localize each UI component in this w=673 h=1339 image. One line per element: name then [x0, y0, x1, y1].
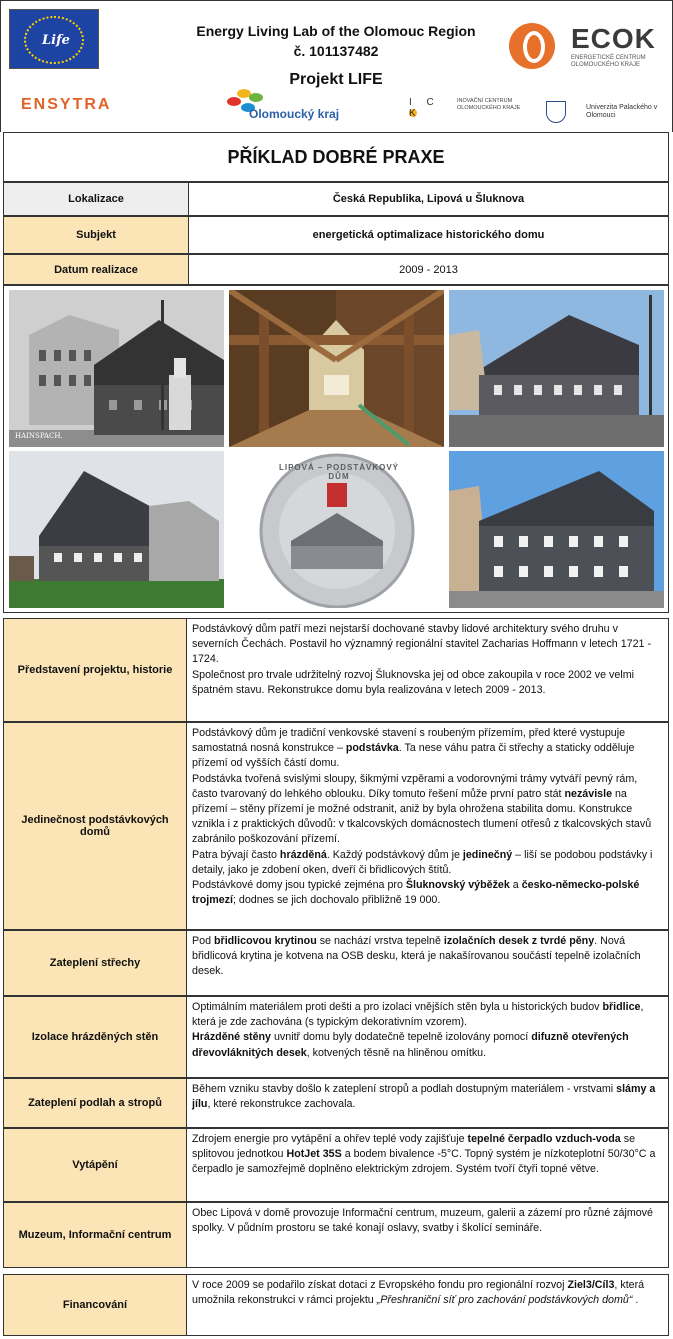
- meta-label: Datum realizace: [4, 255, 189, 284]
- header-title: [151, 23, 521, 89]
- meta-row-datum: [3, 254, 669, 285]
- meta-row-lokalizace: [3, 182, 669, 216]
- paragraph: V roce 2009 se podařilo získat dotaci z Evropského fondu pro regionální rozvoj Ziel3/Cíl3, která umožnila rekonstrukci v rámci projektu „Přeshraniční síť pro zachování podstávkových domů“ .: [192, 1279, 645, 1307]
- paragraph: Optimálním materiálem proti dešti a pro izolaci vnějších stěn byla u historických budov břidlice, která je zde zachována (s typickým dekorativním vzorem).: [192, 1001, 644, 1029]
- row-text: [187, 1079, 668, 1127]
- row-text: [187, 997, 668, 1077]
- eu-life-logo: [9, 9, 99, 69]
- meta-value: 2009 - 2013: [399, 263, 458, 276]
- row-label: Představení projektu, historie: [4, 619, 187, 721]
- photo-house-corner: [449, 451, 664, 608]
- ecok-logo: ECOK: [571, 23, 656, 54]
- row-text: [187, 1129, 668, 1201]
- row-text: [187, 1275, 668, 1335]
- historic-photo-caption: HAINSPACH.: [15, 432, 63, 440]
- row-label: Zateplení střechy: [4, 931, 187, 995]
- ensytra-logo: ENSYTRA: [21, 96, 112, 113]
- row-walls: [3, 996, 669, 1078]
- life-logo-text: Life: [42, 33, 70, 48]
- photo-house-side: [9, 451, 224, 608]
- row-label: Financování: [4, 1275, 187, 1335]
- icok-logo-icon: [409, 97, 445, 123]
- photo-historic: [9, 290, 224, 447]
- row-text: [187, 931, 668, 995]
- paragraph: Podstávkový dům patří mezi nejstarší dochované stavby lidové architektury svého druhu v severních Čechách. Postavil ho významný regionální stavitel Zacharias Hoffmann v letech 1721 - 1724.: [192, 623, 652, 666]
- page-title: PŘÍKLAD DOBRÉ PRAXE: [3, 132, 669, 182]
- photo-attic: [229, 290, 444, 447]
- row-funding: [3, 1274, 669, 1336]
- olomoucky-kraj-logo: Olomoucký kraj: [249, 107, 340, 121]
- ecok-logo-text: ENERGETICKÉ CENTRUM OLOMOUCKÉHO KRAJE: [571, 55, 646, 68]
- row-label: Zateplení podlah a stropů: [4, 1079, 187, 1127]
- row-roof: [3, 930, 669, 996]
- row-label: Izolace hrázděných stěn: [4, 997, 187, 1077]
- photo-medal: [229, 451, 444, 608]
- row-text: [187, 1203, 668, 1267]
- row-label: Jedinečnost podstávkových domů: [4, 723, 187, 929]
- meta-label: Lokalizace: [4, 183, 189, 215]
- header-title-line2: č. 101137482: [293, 43, 379, 59]
- paragraph: Podstávkové domy jsou typické zejména pro Šluknovský výběžek a česko-německo-polské trojmezí; dodnes se jich dochovalo přibližně 19 000.: [192, 879, 640, 907]
- paragraph: Hrázděné stěny uvnitř domu byly dodatečně tepelně izolovány pomocí difuzně otevřených dřevovláknitých desek, kotvených těsně na hliněnou omítku.: [192, 1031, 629, 1059]
- medal-text: LIPOVÁ – PODSTÁVKOVÝ DŮM: [278, 463, 400, 481]
- photo-gallery: [3, 285, 669, 613]
- paragraph: Podstávka tvořená svislými sloupy, šikmými vzpěrami a vodorovnými trámy vytváří pevný rám, často tvarovaný do lehkého oblouku. Díky tomuto řešení může první patro stát nezávisle na přízemí – stěny přízemí je možné odstranit, aniž by byla ohrožena stabilita domu. Konstrukce vznikla i z praktických důvodů: v tkalcovských domácnostech tlumení otřesů z tkalcovských stavů zabránilo poškozování přízemí.: [192, 772, 652, 846]
- upol-logo-text: Univerzita Palackého v Olomouci: [586, 104, 658, 119]
- meta-row-subjekt: [3, 216, 669, 254]
- paragraph: Podstávkový dům je tradiční venkovské stavení s roubeným přízemím, před které vystupuje samostatná nosná konstrukce – podstávka. Ta nese váhu patra či střechy a staticky odděluje přízemí od vyšších částí domu.: [192, 727, 635, 770]
- upol-crest-icon: [546, 101, 566, 123]
- row-museum: [3, 1202, 669, 1268]
- row-text: [187, 723, 668, 929]
- meta-value: Česká Republika, Lipová u Šluknova: [332, 193, 525, 205]
- header-title-line3: Projekt LIFE: [289, 71, 383, 88]
- meta-label: Subjekt: [4, 217, 189, 253]
- paragraph: Obec Lipová v domě provozuje Informační centrum, muzeum, galerii a zázemí pro různé zájmové spolky. V půdním prostoru se také konají oslavy, svatby i školící semináře.: [192, 1207, 653, 1235]
- icok-letters: I C K: [409, 97, 440, 119]
- paragraph: Společnost pro trvale udržitelný rozvoj Šluknovska jej od obce zakoupila v roce 2002 ve velmi špatném stavu. Rekonstrukce domu byla realizována v letech 2009 - 2013.: [192, 668, 634, 696]
- paragraph: Patra bývají často hrázděná. Každý podstávkový dům je jedinečný – liší se podobou podstávky i detaily, jako je zdobení oken, dveří či břidlicových štítů.: [192, 848, 653, 876]
- row-label: Vytápění: [4, 1129, 187, 1201]
- row-uniqueness: [3, 722, 669, 930]
- row-heating: [3, 1128, 669, 1202]
- row-history: [3, 618, 669, 722]
- icok-logo-text: INOVAČNÍ CENTRUM OLOMOUCKÉHO KRAJE: [457, 98, 521, 111]
- row-text: [187, 619, 668, 721]
- header-title-line1: Energy Living Lab of the Olomouc Region: [196, 23, 476, 39]
- paragraph: Pod břidlicovou krytinou se nachází vrstva tepelně izolačních desek z tvrdé pěny. Nová břidlicová krytina je kotvena na OSB desku, která je nakašírovanou součástí tepelně izolačních desek.: [192, 935, 641, 978]
- paragraph: Zdrojem energie pro vytápění a ohřev teplé vody zajišťuje tepelné čerpadlo vzduch-voda se splitovou jednotkou HotJet 35S a bodem bivalence -5°C. Topný systém je nízkoteplotní 50/30°C a čerpadlo je samozřejmě doplněno elektrickým zdrojem. Systém tvoří čtyři topné větve.: [192, 1133, 656, 1176]
- paragraph: Během vzniku stavby došlo k zateplení stropů a podlah dostupným materiálem - vrstvami slámy a jílu, které rekonstrukce zachovala.: [192, 1083, 656, 1111]
- row-floors: [3, 1078, 669, 1128]
- ecok-logo-icon: [509, 23, 555, 69]
- meta-value: energetická optimalizace historického domu: [312, 229, 545, 241]
- document-header: [0, 0, 673, 132]
- row-label: Muzeum, Informační centrum: [4, 1203, 187, 1267]
- photo-house-front: [449, 290, 664, 447]
